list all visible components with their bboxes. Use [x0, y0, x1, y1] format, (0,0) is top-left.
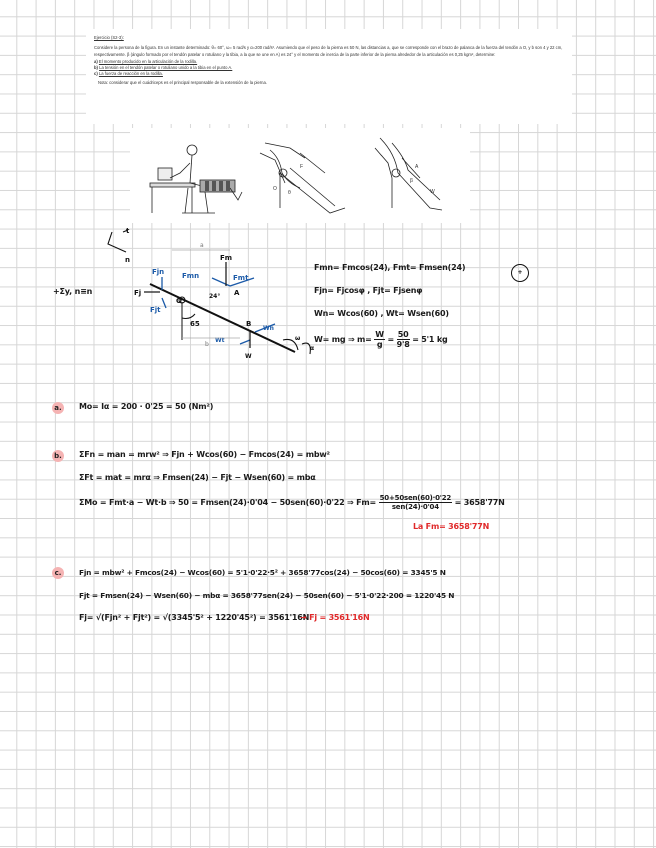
given-line-1: Fmn= Fmcos(24), Fmt= Fmsen(24)	[314, 263, 466, 272]
axis-n-label: n	[125, 256, 130, 264]
point-o-label: O	[176, 297, 182, 305]
w-label: W	[245, 353, 252, 360]
part-b-eq-3: ΣMo = Fmt·a − Wt·b ⇒ 50 = Fmsen(24)·0'04 − 50sen(60)·0'22 ⇒ Fm= $\frac{\text{50+50sen(60)·0'22}}{\text{sen(24)·0'04}}$ = 3658'77N	[79, 494, 505, 511]
fmt-label: Fmt	[233, 274, 249, 282]
part-c-eq-1: Fjn = mbw² + Fmcos(24) − Wcos(60) = 5'1·0'22·5² + 3658'77cos(24) − 50cos(60) = 3345'5 N	[79, 568, 446, 577]
part-b-result: La Fm= 3658'77N	[413, 522, 490, 531]
part-a-equation: Mo= Iα = 200 · 0'25 = 50 (Nm²)	[79, 402, 214, 411]
point-b-label: B	[246, 320, 252, 328]
fjn-label: Fjn	[152, 268, 165, 276]
svg-text:θ: θ	[288, 190, 291, 196]
wn-label: Wn	[263, 325, 274, 332]
fj-label: Fj	[134, 289, 142, 297]
part-a-badge: a.	[52, 402, 64, 414]
axis-t-label: t	[126, 227, 130, 235]
dim-b-label: b	[205, 341, 209, 348]
part-c-eq-2: Fjt = Fmsen(24) − Wsen(60) − mbα = 3658'77sen(24) − 50sen(60) − 5'1·0'22·200 = 1220'45 N	[79, 591, 455, 600]
problem-text: Considere la persona de la figura. En un instante determinado: θ= 60°, ω= 5 rad/s y α=200 rad/s². Asumiendo que el peso de la pierna es 50 N, las distancias a, que se corresponde con el brazo de palanca de la fuerza del tendón a O, y b son 4 y 22 cm, respectivamente. β (ángulo formado por el tendón patelar o rotuliano y la tibia, a la que se une en A) es 24° y el momento de inercia de la parte inferior de la pierna alrededor de la articulación es 0,25 kgm², determine:	[94, 45, 563, 57]
part-b-eq-2: ΣFt = mat = mrα ⇒ Fmsen(24) − Fjt − Wsen(60) = mbα	[79, 473, 316, 482]
fmn-label: Fmn	[182, 272, 200, 280]
given-line-4: W= mg ⇒ m= $\frac{W}{g}$ = $\frac{50}{9'8}$ = 5'1 kg	[314, 330, 448, 349]
svg-text:O: O	[273, 186, 277, 192]
svg-text:β: β	[410, 178, 413, 184]
leg-figures-illustration	[130, 128, 470, 223]
angle-24-label: 24°	[209, 293, 221, 300]
point-a-label: A	[234, 289, 240, 297]
fm-label: Fm	[220, 254, 233, 262]
rotation-sign-circle: +	[511, 264, 529, 282]
problem-note: Nota: considerar que el cuádriceps es el principal responsable de la extensión de la pierna.	[98, 79, 267, 85]
fjt-label: Fjt	[150, 306, 161, 314]
problem-figures	[130, 128, 470, 223]
problem-item-b: b) La tensión en el tendón patelar o rotuliano unido a la tibia en el punto A.	[94, 65, 233, 71]
problem-title: Ejercicio (S2-3):	[94, 35, 124, 40]
problem-item-c: c) La fuerza de reacción en la rodilla.	[94, 71, 163, 77]
free-body-diagram	[40, 222, 320, 372]
sign-convention: +Σy, n≡n	[53, 287, 93, 296]
omega-label: ω	[295, 335, 301, 342]
problem-items	[94, 59, 564, 78]
part-b-eq-1: ΣFn = man = mrw² ⇒ Fjn + Wcos(60) − Fmcos(24) = mbw²	[79, 450, 330, 459]
svg-text:W: W	[430, 189, 435, 195]
part-c-badge: c.	[52, 567, 64, 579]
wt-label: Wt	[215, 337, 225, 344]
given-line-3: Wn= Wcos(60) , Wt= Wsen(60)	[314, 309, 449, 318]
dim-a-label: a	[200, 242, 204, 249]
part-c-result: → Fj = 3561'16N	[300, 613, 370, 622]
part-c-eq-3: Fj= √(Fjn² + Fjt²) = √(3345'5² + 1220'45²) = 3561'16N	[79, 613, 310, 622]
problem-item-a: a) El momento producido en la articulación de la rodilla.	[94, 58, 198, 64]
given-line-2: Fjn= Fjcosφ , Fjt= Fjsenφ	[314, 286, 423, 295]
part-b-badge: b.	[52, 450, 64, 462]
problem-statement	[86, 29, 572, 124]
svg-text:A: A	[415, 164, 419, 170]
angle-65-label: 65	[190, 320, 200, 328]
svg-text:F: F	[300, 164, 304, 170]
alpha-label: α	[310, 345, 315, 352]
